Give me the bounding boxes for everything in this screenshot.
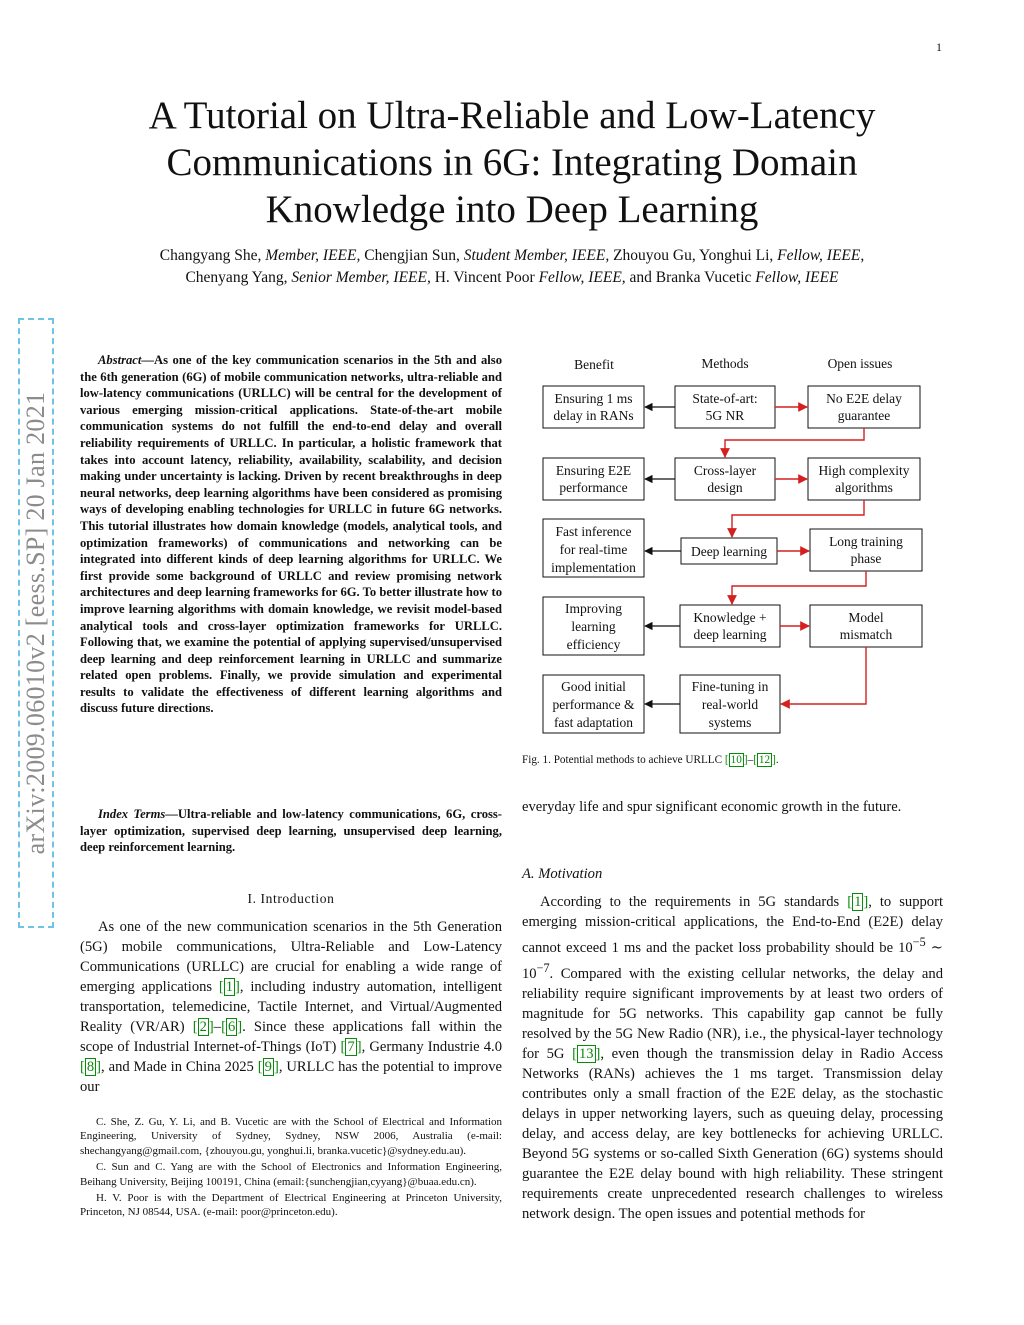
caption-text: . (775, 754, 779, 766)
svg-text:Ensuring E2E: Ensuring E2E (555, 463, 632, 478)
author-name: Chengjian Sun, (360, 247, 464, 264)
figure-1-diagram (522, 346, 943, 748)
svg-text:Ensuring 1 ms: Ensuring 1 ms (554, 391, 633, 406)
index-terms-label: Index Terms (98, 807, 166, 821)
svg-text:guarantee: guarantee (837, 408, 891, 423)
open-issue-box (810, 605, 922, 647)
body-text: . Compared with the existing cellular networks, the delay and reliability require significant improvements by at least two orders of magnitude for 5G networks. This capability gap cannot be fully resolved by the 5G New Radio (NR), i.e., the physical-layer technology for 5G (522, 965, 943, 1062)
svg-text:Improving: Improving (565, 601, 622, 616)
method-box (680, 675, 780, 733)
page-number: 1 (936, 40, 942, 54)
header-benefit: Benefit (574, 357, 614, 372)
subsection-heading-motivation: A. Motivation (522, 866, 603, 882)
author-role: Student Member, IEEE, (463, 247, 610, 264)
method-box (675, 386, 775, 428)
citation-link[interactable]: [ 1 ] (218, 979, 240, 995)
caption-text: Fig. 1. Potential methods to achieve URLLC (522, 754, 725, 766)
svg-text:implementation: implementation (551, 560, 636, 575)
figure-1-caption (522, 754, 779, 766)
body-text: According to the requirements in 5G standards (540, 894, 848, 910)
arrow-issue-to-method (732, 571, 866, 604)
author-role: Fellow, IEEE (755, 269, 839, 286)
section-heading-introduction: I. Introduction (247, 891, 335, 906)
author-line-1 (60, 245, 964, 267)
citation-number: 8 (86, 1059, 95, 1075)
citation-number: 12 (758, 754, 771, 766)
footnote: H. V. Poor is with the Department of Electrical Engineering at Princeton University, Princeton, NJ 08544, USA. (e-mail: poor@princeton.edu). (80, 1192, 502, 1219)
open-issue-box (808, 458, 920, 500)
body-text: , even though the transmission delay in Radio Access Networks (RANs) achieves the 1 ms target. Transmission delay contributes only a small fraction of the E2E delay, as the stochastic delays in upper networking layers, such as queuing delay, processing delay, and access delay, are key bottlenecks for achieving URLLC. Beyond 5G systems or so-called Sixth Generation (6G) systems should guarantee the E2E delay bound with high reliability. These stringent requirements create unprecedented research challenges to wireless network design. The open issues and potential methods for (522, 1045, 943, 1222)
svg-text:real-world: real-world (701, 697, 759, 712)
author-name: Changyang She, (159, 247, 266, 264)
arxiv-stamp (8, 318, 64, 928)
footnote: C. Sun and C. Yang are with the School of Electronics and Information Engineering, Beihang University, Beijing 100191, China (email:{sunchengjian,cyyang}@buaa.edu.cn). (80, 1161, 502, 1188)
svg-text:Model: Model (848, 610, 884, 625)
svg-text:Deep learning: Deep learning (690, 544, 768, 559)
footnote: C. She, Z. Gu, Y. Li, and B. Vucetic are with the School of Electrical and Information Engineering, University of Sydney, Sydney, NSW 2006, Australia (e-mail: shechangyang@gmail.com, {zhouyou.gu, yonghui.li, branka.vucetic}@sydney.edu.au). (80, 1116, 502, 1157)
citation-link[interactable]: [ 10 ] (724, 754, 748, 766)
method-box (681, 538, 777, 564)
author-line-2 (60, 267, 964, 289)
superscript: −5 (912, 935, 926, 949)
citation-number: 6 (227, 1019, 236, 1035)
svg-text:No E2E delay: No E2E delay (826, 391, 902, 406)
method-box (680, 605, 780, 647)
body-text: , Germany Industrie 4.0 (361, 1039, 502, 1055)
citation-number: 13 (578, 1045, 594, 1062)
body-text: , and Made in China 2025 (101, 1059, 258, 1075)
author-name: Zhouyou Gu, Yonghui Li, (609, 247, 778, 264)
index-terms (80, 806, 502, 856)
svg-text:Long training: Long training (829, 534, 903, 549)
arxiv-identifier[interactable]: arXiv:2009.06010v2 [eess.SP] 20 Jan 2021 (21, 391, 50, 855)
method-box (675, 458, 775, 500)
body-text: ∼ 10 (522, 939, 943, 982)
body-text: , to support emerging mission-critical applications, the End-to-End (E2E) delay cannot exceed 1 ms and the packet loss probability should be 10 (522, 894, 943, 956)
body-text: , including industry automation, intelligent transportation, telemedicine, Tactile Internet, and Virtual/Augmented Reality (VR/AR) (80, 979, 503, 1035)
author-affiliation-footnotes (80, 1115, 502, 1222)
svg-text:deep learning: deep learning (693, 627, 767, 642)
introduction-continuation: everyday life and spur significant economic growth in the future. (522, 799, 902, 815)
citation-number: 9 (264, 1059, 272, 1075)
body-text: , URLLC has the potential to improve our (80, 1059, 502, 1095)
citation-number: 7 (347, 1039, 355, 1055)
open-issue-box (810, 529, 922, 571)
abstract-text: —As one of the key communication scenarios in the 5th and also the 6th generation (6G) of mobile communication networks, ultra-reliable and low-latency communications (URLLC) will be central for the development of various emerging mission-critical applications. State-of-the-art mobile communication systems do not fulfill the end-to-end delay and overall reliability requirements of URLLC. In particular, a holistic framework that takes into account latency, reliability, availability, scalability, and decision making under uncertainty is lacking. Driven by recent breakthroughs in deep neural networks, deep learning algorithms have been considered as promising ways of developing enabling technologies for URLLC in future 6G networks. This tutorial illustrates how domain knowledge (models, analytical tools, and optimization frameworks) of communications and networking can be integrated into different kinds of deep learning algorithms for URLLC. We first provide some background of URLLC and review promising network architectures and deep learning frameworks for 6G. To better illustrate how to improve learning algorithms with domain knowledge, we revisit model-based analytical tools and cross-layer optimization frameworks for URLLC. Following that, we examine the potential of applying supervised/unsupervised deep learning and deep reinforcement learning in URLLC and summarize related open problems. Finally, we provide simulation and experimental results to validate the effectiveness of different learning algorithms and discuss future directions. (80, 353, 502, 716)
citation-link[interactable]: [ 9 ] (257, 1059, 279, 1075)
author-role: Fellow, IEEE, (538, 269, 626, 286)
header-open-issues: Open issues (827, 356, 893, 371)
author-name: H. Vincent Poor (430, 269, 539, 286)
citation-link[interactable]: [ 12 ] (753, 754, 776, 766)
citation-number: 1 (225, 979, 234, 995)
svg-text:systems: systems (708, 715, 752, 730)
open-issue-box (808, 386, 920, 428)
header-methods: Methods (701, 356, 749, 371)
arrow-issue-to-method (781, 647, 866, 704)
benefit-box (543, 386, 644, 428)
index-terms-text: —Ultra-reliable and low-latency communications, 6G, cross-layer optimization, supervised deep learning, unsupervised deep learning, deep reinforcement learning. (80, 807, 502, 855)
citation-link[interactable]: [ 6 ] (221, 1019, 243, 1035)
introduction-paragraph (80, 917, 502, 1097)
svg-text:delay in RANs: delay in RANs (553, 408, 634, 423)
svg-text:performance: performance (559, 480, 628, 495)
svg-text:Cross-layer: Cross-layer (693, 463, 757, 478)
citation-link[interactable]: [ 13 ] (572, 1045, 601, 1062)
svg-text:for real-time: for real-time (559, 542, 628, 557)
body-text: As one of the new communication scenarios in the 5th Generation (5G) mobile communications, Ultra-Reliable and Low-Latency Communications (URLLC) are crucial for enabling a wide range of emerging applications (80, 919, 502, 995)
svg-text:efficiency: efficiency (566, 637, 621, 652)
paper-title: A Tutorial on Ultra-Reliable and Low-Latency Communications in 6G: Integrating Domain Knowledge into Deep Learning (148, 94, 876, 231)
svg-text:algorithms: algorithms (835, 480, 893, 495)
author-name: Chenyang Yang, (185, 269, 292, 286)
citation-link[interactable]: [ 1 ] (847, 894, 869, 910)
citation-number: 2 (199, 1019, 207, 1035)
svg-text:mismatch: mismatch (839, 627, 893, 642)
motivation-paragraph (522, 892, 943, 1224)
citation-link[interactable]: [ 7 ] (340, 1039, 362, 1055)
benefit-box (543, 597, 644, 655)
body-text: . Since these applications fall within the scope of Industrial Internet-of-Things (IoT) (80, 1019, 502, 1055)
svg-text:Knowledge +: Knowledge + (693, 610, 767, 625)
citation-number: 1 (854, 894, 862, 910)
author-role: Member, IEEE, (265, 247, 361, 264)
benefit-box (543, 458, 644, 500)
svg-text:phase: phase (850, 551, 882, 566)
svg-text:performance &: performance & (552, 697, 635, 712)
svg-text:High complexity: High complexity (818, 463, 910, 478)
svg-text:Fine-tuning in: Fine-tuning in (691, 679, 769, 694)
benefit-box (543, 519, 644, 577)
svg-text:State-of-art:: State-of-art: (692, 391, 758, 406)
author-list (60, 245, 964, 289)
citation-number: 10 (730, 754, 742, 766)
author-role: Fellow, IEEE, (777, 247, 865, 264)
benefit-box (543, 675, 644, 733)
svg-text:learning: learning (571, 619, 616, 634)
svg-text:5G NR: 5G NR (705, 408, 745, 423)
svg-text:fast adaptation: fast adaptation (553, 715, 634, 730)
citation-link[interactable]: [ 2 ] (192, 1019, 214, 1035)
range-separator: – (213, 1019, 222, 1035)
svg-text:design: design (707, 480, 743, 495)
author-name: and Branka Vucetic (625, 269, 756, 286)
superscript: −7 (536, 960, 550, 975)
range-separator: – (747, 754, 754, 766)
author-role: Senior Member, IEEE, (291, 269, 431, 286)
svg-text:Good initial: Good initial (561, 679, 626, 694)
citation-link[interactable]: [ 8 ] (80, 1059, 102, 1075)
arrow-issue-to-method (725, 428, 864, 457)
svg-text:Fast inference: Fast inference (555, 524, 632, 539)
abstract-label: Abstract (98, 353, 142, 367)
abstract (80, 352, 502, 717)
